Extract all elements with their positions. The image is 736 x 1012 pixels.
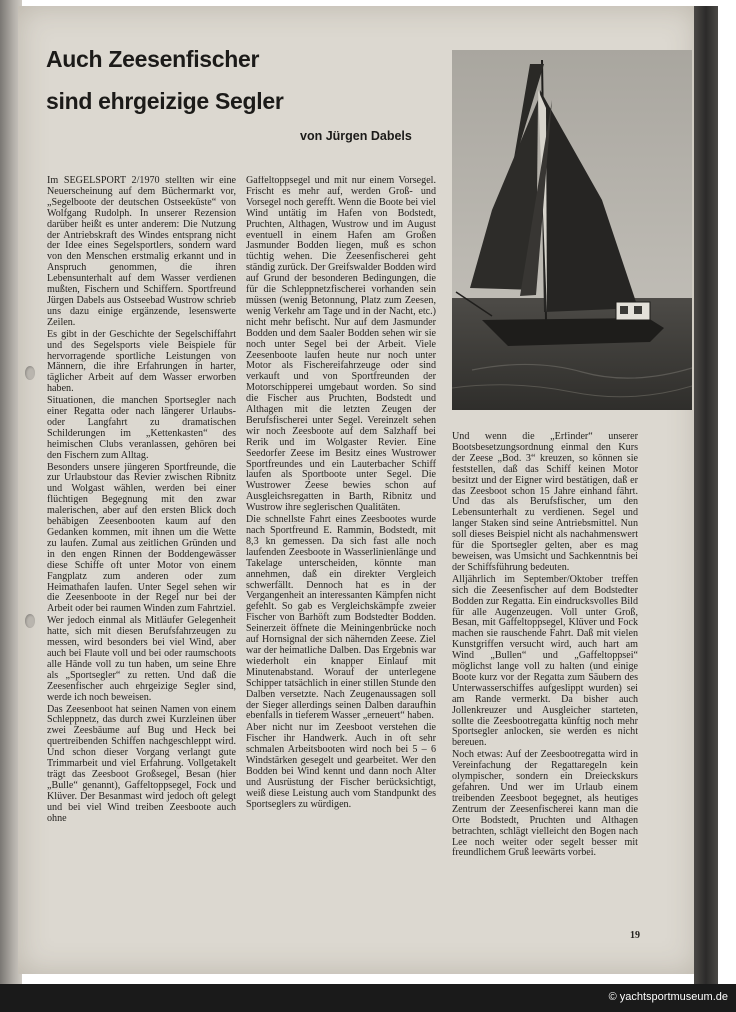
page-number: 19 [630,930,640,941]
paragraph: Gaffeltoppsegel und mit nur einem Vorsegel. Frischt es mehr auf, werden Groß- und Vorsegel noch gerefft. Wenn die Boote bei viel Wind untätig im Hafen von Bodstedt, Pruchten, Althagen, Wustrow und im August eventuell in einem Hafen am Großen Jasmunder Bodden liegen, muß es schon tüchtig wehen. Die Zeesenfischerei geht ständig zurück. Der Greifswalder Bodden wird auf Grund der besonderen Bedingungen, die für die Schleppnetzfischerei vorhanden sein müssen (wenig Betonnung, Platz zum Zeesen, wenig Verkehr am Tage und in der Nacht, etc.) nicht mehr befischt. Nur auf dem Jasmunder Bodden und dem Saaler Bodden sehen wir sie noch unter Segel bei der Arbeit. Viele Zeesenboote laufen heute nur noch unter Motor als Fischereifahrzeuge oder sind verkauft und von Sportfreunden der Motorschipperei umgebaut worden. So sind die Fischer aus Pruchten, Bodstedt und Althagen mit die letzten Zeugen der Berufsfischerei unter Segel. Vereinzelt sehen wir noch Zeesboote auf dem Salzhaff bei Rerik und im Wolgaster Revier. Eine Seedorfer Zeese im Besitz eines Wustrower Sportfreundes und ein Lauterbacher Schiff laufen als Sportboote unter Segel. Die Wustrower Zeese bewies schon auf Ausgleichsregatten in Barth, Ribnitz und Wustrow ihre seglerischen Qualitäten. [246,176,436,514]
paragraph: Aber nicht nur im Zeesboot verstehen die Fischer ihr Handwerk. Auch in oft sehr schmalen Arbeitsbooten wird noch bei 5 – 6 Windstärken gesegelt und gearbeitet. Wer den Bodden bei Wind kennt und dann noch Alter und Ausrüstung der Fischer berücksichtigt, weiß diese Leistung auch vom Standpunkt des Sportseglers zu würdigen. [246,722,436,810]
article-title-line-2: sind ehrgeizige Segler [46,88,284,114]
paragraph: Situationen, die manchen Sportsegler nach einer Regatta oder nach längerer Urlaubs- oder Langfahrt zu dramatischen Schilderungen im „Kettenkasten“ des heimischen Clubs veranlassen, gehören bei den Fischern zum Alltag. [47,395,236,461]
paragraph: Die schnellste Fahrt eines Zeesbootes wurde nach Sportfreund E. Rammin, Bodstedt, mit 8,3 kn gemessen. Da sich fast alle noch laufenden Zeesboote in Wasserlinienlänge und Takelage unterscheiden, könnte man annehmen, daß ein direkter Vergleich schwerfällt. Dennoch hat es in der Vergangenheit an interessanten Kämpfen nicht gefehlt. So gab es Vergleichskämpfe zweier Fischer von Barhöft zum Bodstedter Bodden. Seinerzeit öffnete die Meiningenbrücke noch auf Hornsignal der sich nähernden Zeese. Ziel war der heimatliche Dalben. Das Ergebnis war wiederholt ein knapper Einlauf mit Minutenabstand. Worauf der unterlegene Schipper tatsächlich in einer stillen Stunde den Dalben versetzte. Nach Zeugenaussagen soll der Sieger allerdings seinen Dalben daraufhin ebenfalls in tieferem Wasser „erneuert“ haben. [246,514,436,722]
article-column-2 [246,176,436,926]
article-column-3 [452,432,638,926]
paragraph: Noch etwas: Auf der Zeesbootregatta wird in Vereinfachung der Regattaregeln kein olympischer, sondern ein Dreieckskurs gefahren. Und wer im Urlaub einem treibenden Zeesboot begegnet, als heutiges Zentrum der Zeesenfischerei kann man die Orte Bodstedt, Pruchten und Althagen betrachten, schlägt vielleicht den Bogen nach Lee noch weiter oder segelt besser mit freundlichem Gruß leewärts vorbei. [452,749,638,859]
punch-hole [25,614,35,628]
paragraph: Das Zeesenboot hat seinen Namen von einem Schleppnetz, das durch zwei Kurzleinen über zwei Zeesbäume auf Bug und Heck bei quertreibenden Schiffen nachgeschleppt wird. Und schon dieser Vorgang verlangt gute Trimmarbeit und viel Erfahrung. Vollgetakelt trägt das Zeesboot Großsegel, Besan (hier „Bulle“ genannt), Gaffeltoppsegel, Fock und Klüver. Der Besanmast wird jedoch oft gelegt und bei viel Wind treiben Zeesboote auch ohne [47,703,236,824]
paragraph: Besonders unsere jüngeren Sportfreunde, die zur Urlaubstour das Revier zwischen Ribnitz und Wolgast wählen, werden bei einer flüchtigen Begegnung mit den zwar malerischen, aber auf den ersten Blick doch behäbigen Zeesenbooten kaum auf den Gedanken kommen, mit ihnen um die Wette zu laufen. Zumal aus zeitlichen Gründen und in den engen Rinnen der Boddengewässer diese Schiffe oft unter Motor von einem Fangplatz zum anderen oder zum Heimathafen laufen. Unter Segel sehen wir die Zeesenboote in der Regel nur bei der Arbeit oder bei raumen Winden zum Fahrtziel. [47,461,236,615]
photo-hull [482,318,664,346]
zeesenboot-photo [452,50,692,410]
article-column-1 [47,176,236,926]
copyright-watermark: © yachtsportmuseum.de [608,991,728,1003]
article-title-line-1: Auch Zeesenfischer [46,46,260,72]
article-byline: von Jürgen Dabels [300,129,412,143]
paragraph: Im SEGELSPORT 2/1970 stellten wir eine Neuerscheinung auf dem Büchermarkt vor, „Segelboote der deutschen Ostseeküste“ von Wolfgang Rudolph. In unserer Rezension darüber heißt es unter anderem: Die Nutzung der Antriebskraft des Windes entsprang nicht der Idee eines Segelsportlers, sondern ward von den Menschen erstmalig erkannt und in Anspruch genommen, die ihren Lebensunterhalt auf dem Wasser verdienen mußten, Fischern und Schiffern. Sportfreund Jürgen Dabels aus Ostseebad Wustrow schrieb uns dazu einige ergänzende, lesenswerte Zeilen. [47,176,236,328]
paragraph: Und wenn die „Erfinder“ unserer Bootsbesetzungsordnung einmal den Kurs der Zeese „Bod. 3“ kreuzen, so können sie feststellen, daß das Schiff keinen Motor besitzt und der Eigner wird bestätigen, daß er das Zeesboot schon 15 Jahre einhand fährt. Und das als Berufsfischer, um den Lebensunterhalt zu verdienen. Segel und langer Staken sind seine Antriebsmittel. Nun soll dieses Beispiel nicht als nachahmenswert für die Sportsegler gelten, aber es mag beweisen, was Umsicht und Sachkenntnis bei der Schiffsführung bedeuten. [452,432,638,573]
photo-water [452,298,692,410]
punch-hole [25,366,35,380]
photo-cabin-window [620,306,628,314]
photo-cabin-window [634,306,642,314]
paragraph: Es gibt in der Geschichte der Segelschiffahrt und des Segelsports viele Beispiele für hervorragende sportliche Leistungen von Männern, die ihre Erfahrungen in harter, täglicher Arbeit auf dem Wasser erworben haben. [47,328,236,395]
paragraph: Wer jedoch einmal als Mitläufer Gelegenheit hatte, sich mit diesen Berufsfahrzeugen zu messen, wird besonders bei viel Wind, aber auch bei Flaute voll und bei oder raumschoots alle Hände voll zu tun haben, um seine Ehre als „Sportsegler“ zu retten. Und daß die Zeesenfischer auch ehrgeizige Segler sind, werde ich noch beweisen. [47,615,236,703]
page-right-binding [694,6,718,986]
paragraph: Alljährlich im September/Oktober treffen sich die Zeesenfischer auf dem Bodstedter Bodden zur Regatta. Ein eindrucksvolles Bild für alle Augenzeugen. Voll unter Groß, Besan, mit Gaffeltoppsegel, Klüver und Fock machen sie rauschende Fahrt. Daß mit vielen Kunstgriffen versucht wird, auch hart am Wind „Bullen“ und „Gaffeltoppsei“ möglichst lange voll zu halten (und einige Boote kurz vor der Regatta zum Säubern des Unterwasserschiffes aufgeslippt wurden) sei am Rande vermerkt. Da bisher auch Jollenkreuzer und Ausgleicher starteten, sollte die Zeesbootregatta künftig noch mehr Sportsegler anlocken, sie werden es nicht bereuen. [452,573,638,749]
